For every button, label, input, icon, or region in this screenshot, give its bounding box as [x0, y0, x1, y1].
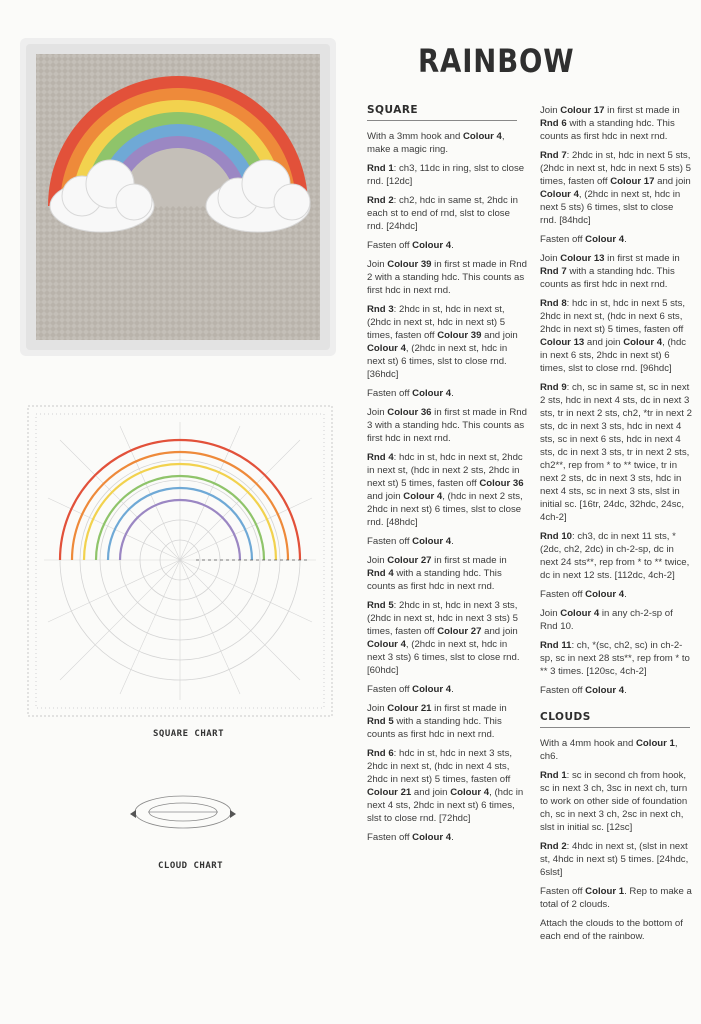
instruction-text: in first st made in — [604, 105, 680, 116]
instruction-paragraph — [540, 607, 692, 633]
instruction-text: in first st made in — [431, 703, 507, 714]
instruction-text: and join — [411, 787, 451, 798]
cloud-chart-label: CLOUD CHART — [158, 861, 224, 871]
keyword: Colour 27 — [387, 555, 432, 566]
keyword: Rnd 8 — [540, 298, 567, 309]
instruction-text: in first st made in — [431, 555, 507, 566]
keyword: Colour 4 — [412, 388, 452, 399]
instruction-text: Fasten off — [540, 589, 586, 600]
keyword: Colour 39 — [387, 259, 432, 270]
instruction-text: Fasten off — [367, 832, 413, 843]
square-instructions-continued — [540, 104, 692, 697]
instruction-text: , make a magic ring. — [367, 131, 505, 155]
keyword: Colour 39 — [437, 330, 482, 341]
instruction-text: , (hdc in next 2 sts, 2hdc in next st) 6 times, slst to close rnd. [48hdc] — [367, 491, 523, 528]
keyword: Rnd 1 — [540, 770, 567, 781]
instruction-text: in first st made in Rnd 3 with a standing hdc. This counts as first hdc in next rnd. — [367, 407, 527, 444]
instruction-text: With a 3mm hook and — [367, 131, 463, 142]
instruction-text: and join — [481, 330, 518, 341]
keyword: Rnd 6 — [367, 748, 394, 759]
instruction-text: , (2hdc in next st, hdc in next 5 sts) 6 times, slst to close rnd. [84hdc] — [540, 189, 681, 226]
instruction-text: and join — [481, 626, 518, 637]
instruction-text: : hdc in st, hdc in next 3 sts, 2hdc in next st, (hdc in next 4 sts, 2hdc in next st) 5 times, fasten off — [367, 748, 513, 785]
instruction-text: Fasten off — [367, 536, 413, 547]
instruction-text: . — [624, 685, 627, 696]
instruction-text: in first st made in — [604, 253, 680, 264]
instruction-paragraph — [540, 297, 692, 375]
square-instructions — [367, 130, 527, 844]
instruction-paragraph — [367, 535, 527, 548]
square-chart-label: SQUARE CHART — [153, 729, 225, 739]
keyword: Colour 4 — [585, 589, 625, 600]
instruction-text: Join — [367, 407, 388, 418]
instruction-text: With a 4mm hook and — [540, 738, 636, 749]
instruction-text: . — [624, 589, 627, 600]
keyword: Rnd 5 — [367, 600, 394, 611]
instruction-text: . Rep to make a total of 2 clouds. — [540, 886, 692, 910]
instruction-text: . — [451, 240, 454, 251]
instruction-paragraph — [367, 303, 527, 381]
instruction-text: Join — [540, 105, 561, 116]
keyword: Colour 17 — [610, 176, 655, 187]
instruction-text: Fasten off — [367, 240, 413, 251]
keyword: Rnd 6 — [540, 118, 567, 129]
square-stitch-chart — [20, 398, 340, 723]
keyword: Colour 4 — [540, 189, 579, 200]
keyword: Colour 1 — [585, 886, 625, 897]
instruction-paragraph — [540, 233, 692, 246]
section-heading-square: SQUARE — [367, 104, 517, 121]
instruction-paragraph — [367, 239, 527, 252]
keyword: Colour 4 — [403, 491, 443, 502]
keyword: Colour 27 — [437, 626, 482, 637]
instruction-text: and join — [654, 176, 691, 187]
instruction-text: . — [624, 234, 627, 245]
keyword: Colour 21 — [367, 787, 412, 798]
instruction-text: , (hdc in next 6 sts, 2hdc in next st) 6 times, slst to close rnd. [96hdc] — [540, 337, 687, 374]
instruction-text: Fasten off — [367, 388, 413, 399]
instruction-paragraph — [540, 530, 692, 582]
instruction-paragraph — [540, 639, 692, 678]
instruction-text: : hdc in st, hdc in next 5 sts, 2hdc in next st, (hdc in next 6 sts, 2hdc in next st) 5 times, fasten off — [540, 298, 686, 335]
keyword: Rnd 9 — [540, 382, 567, 393]
keyword: Rnd 1 — [367, 163, 394, 174]
instruction-text: Fasten off — [540, 234, 586, 245]
instruction-text: : 2hdc in st, hdc in next st, (2hdc in next st, hdc in next st) 5 times, fasten off — [367, 304, 506, 341]
instructions-column-2 — [540, 104, 692, 949]
keyword: Colour 4 — [367, 639, 406, 650]
keyword: Colour 21 — [387, 703, 432, 714]
instruction-text: : ch3, dc in next 11 sts, *(2dc, ch2, 2dc) in ch-2-sp, dc in next 24 sts**, rep from * to ** twice, dc in next 12 sts. [112dc, 4ch-2] — [540, 531, 690, 581]
rainbow-square-photo — [20, 38, 336, 356]
instruction-paragraph — [367, 406, 527, 445]
instruction-text: Join — [367, 703, 388, 714]
instruction-text: Join — [540, 253, 561, 264]
keyword: Rnd 7 — [540, 266, 567, 277]
instruction-text: . — [451, 536, 454, 547]
instruction-paragraph — [540, 684, 692, 697]
section-heading-clouds: CLOUDS — [540, 711, 690, 728]
instruction-text: : 2hdc in st, hdc in next 3 sts, (2hdc in next st, hdc in next 3 sts) 5 times, fasten off — [367, 600, 518, 637]
instruction-text: Join — [540, 608, 561, 619]
keyword: Rnd 4 — [367, 568, 394, 579]
keyword: Colour 36 — [387, 407, 432, 418]
instruction-paragraph — [367, 258, 527, 297]
instruction-paragraph — [540, 769, 692, 834]
instruction-paragraph — [540, 381, 692, 524]
instruction-paragraph — [540, 588, 692, 601]
keyword: Rnd 2 — [367, 195, 394, 206]
keyword: Colour 4 — [462, 131, 502, 142]
instruction-text: : ch2, hdc in same st, 2hdc in each st to end of rnd, slst to close rnd. [24hdc] — [367, 195, 518, 232]
instruction-text: : 4hdc in next st, (slst in next st, 4hdc in next st) 5 times. [24hdc, 6slst] — [540, 841, 689, 878]
instruction-paragraph — [540, 840, 692, 879]
instruction-text: . — [451, 832, 454, 843]
keyword: Colour 4 — [623, 337, 663, 348]
instruction-paragraph — [540, 104, 692, 143]
keyword: Colour 4 — [585, 234, 625, 245]
instruction-paragraph — [540, 917, 692, 943]
instruction-paragraph — [540, 885, 692, 911]
instruction-text: in first st made in Rnd 2 with a standing hdc. This counts as first hdc in next rnd. — [367, 259, 527, 296]
keyword: Rnd 3 — [367, 304, 394, 315]
instruction-text: : hdc in st, hdc in next st, 2hdc in next st, (hdc in next 2 sts, 2hdc in next st) 5 times, fasten off — [367, 452, 523, 489]
keyword: Colour 1 — [635, 738, 675, 749]
instruction-text: : sc in second ch from hook, sc in next 3 ch, 3sc in next ch, turn to work on other side of foundation ch, sc in next 3 ch, 2sc in next ch, slst in initial sc. [12sc] — [540, 770, 688, 833]
keyword: Colour 13 — [540, 337, 585, 348]
instruction-paragraph — [367, 702, 527, 741]
keyword: Rnd 5 — [367, 716, 394, 727]
instructions-column-1 — [367, 104, 527, 850]
cloud-instructions — [540, 737, 692, 943]
pattern-title: RAINBOW — [418, 42, 575, 80]
instruction-text: Join — [367, 259, 388, 270]
keyword: Rnd 4 — [367, 452, 394, 463]
instruction-text: , (2hdc in next st, hdc in next 3 sts) 6 times, slst to close rnd. [60hdc] — [367, 639, 520, 676]
instruction-paragraph — [540, 737, 692, 763]
instruction-text: with a standing hdc. This counts as first hdc in next rnd. — [367, 716, 502, 740]
keyword: Colour 13 — [560, 253, 605, 264]
instruction-paragraph — [367, 451, 527, 529]
instruction-text: , (2hdc in next st, hdc in next st) 6 times, slst to close rnd. [36hdc] — [367, 343, 508, 380]
instruction-text: Fasten off — [540, 886, 586, 897]
keyword: Colour 4 — [412, 240, 452, 251]
keyword: Colour 4 — [367, 343, 406, 354]
keyword: Colour 4 — [412, 832, 452, 843]
instruction-paragraph — [367, 387, 527, 400]
instruction-text: and join — [584, 337, 624, 348]
instruction-paragraph — [367, 130, 527, 156]
instruction-text: Fasten off — [540, 685, 586, 696]
instruction-paragraph — [367, 162, 527, 188]
instruction-text: : ch3, 11dc in ring, slst to close rnd. [12dc] — [367, 163, 525, 187]
instruction-text: . — [451, 388, 454, 399]
instruction-paragraph — [367, 554, 527, 593]
keyword: Colour 17 — [560, 105, 605, 116]
instruction-text: : 2hdc in st, hdc in next 5 sts, (2hdc in next st, hdc in next 5 sts) 5 times, fasten off — [540, 150, 691, 187]
instruction-text: with a standing hdc. This counts as first hdc in next rnd. — [540, 266, 675, 290]
instruction-text: : ch, sc in same st, sc in next 2 sts, hdc in next 4 sts, dc in next 3 sts, tr in next 2 sts, ch2, *tr in next 2 sts, dc in next 3 sts, hdc in next 4 sts, sc in next 6 sts, hdc in next 4 sts, dc in next 3 sts, tr in next 2 sts, ch2**, rep from * to ** twice, tr in next 2 sts, dc in next 3 sts, hdc in next 4 sts, sc in next 3 sts, slst in initial sc. [16tr, 24dc, 32hdc, 24sc, 4ch-2] — [540, 382, 692, 523]
instruction-paragraph — [367, 194, 527, 233]
instruction-paragraph — [367, 747, 527, 825]
instruction-text: with a standing hdc. This counts as first hdc in next rnd. — [540, 118, 675, 142]
instruction-text: : ch, *(sc, ch2, sc) in ch-2-sp, sc in next 28 sts**, rep from * to ** 3 times. [120sc, 4ch-2] — [540, 640, 690, 677]
instruction-paragraph — [367, 599, 527, 677]
instruction-text: , ch6. — [540, 738, 678, 762]
keyword: Colour 4 — [560, 608, 600, 619]
instruction-text: Join — [367, 555, 388, 566]
instruction-text: , (hdc in next 4 sts, 2hdc in next st) 6 times, slst to close rnd. [72hdc] — [367, 787, 524, 824]
instruction-text: Attach the clouds to the bottom of each end of the rainbow. — [540, 918, 683, 942]
instruction-paragraph — [367, 831, 527, 844]
instruction-paragraph — [367, 683, 527, 696]
keyword: Rnd 2 — [540, 841, 567, 852]
cloud-stitch-chart — [118, 786, 248, 834]
instruction-text: . — [451, 684, 454, 695]
instruction-paragraph — [540, 252, 692, 291]
keyword: Rnd 7 — [540, 150, 567, 161]
instruction-paragraph — [540, 149, 692, 227]
keyword: Colour 36 — [479, 478, 524, 489]
keyword: Colour 4 — [585, 685, 625, 696]
keyword: Rnd 10 — [540, 531, 572, 542]
instruction-text: with a standing hdc. This counts as first hdc in next rnd. — [367, 568, 502, 592]
keyword: Rnd 11 — [540, 640, 572, 651]
instruction-text: and join — [367, 491, 404, 502]
keyword: Colour 4 — [450, 787, 490, 798]
instruction-text: Fasten off — [367, 684, 413, 695]
keyword: Colour 4 — [412, 684, 452, 695]
keyword: Colour 4 — [412, 536, 452, 547]
instruction-text: in any ch-2-sp of Rnd 10. — [540, 608, 673, 632]
